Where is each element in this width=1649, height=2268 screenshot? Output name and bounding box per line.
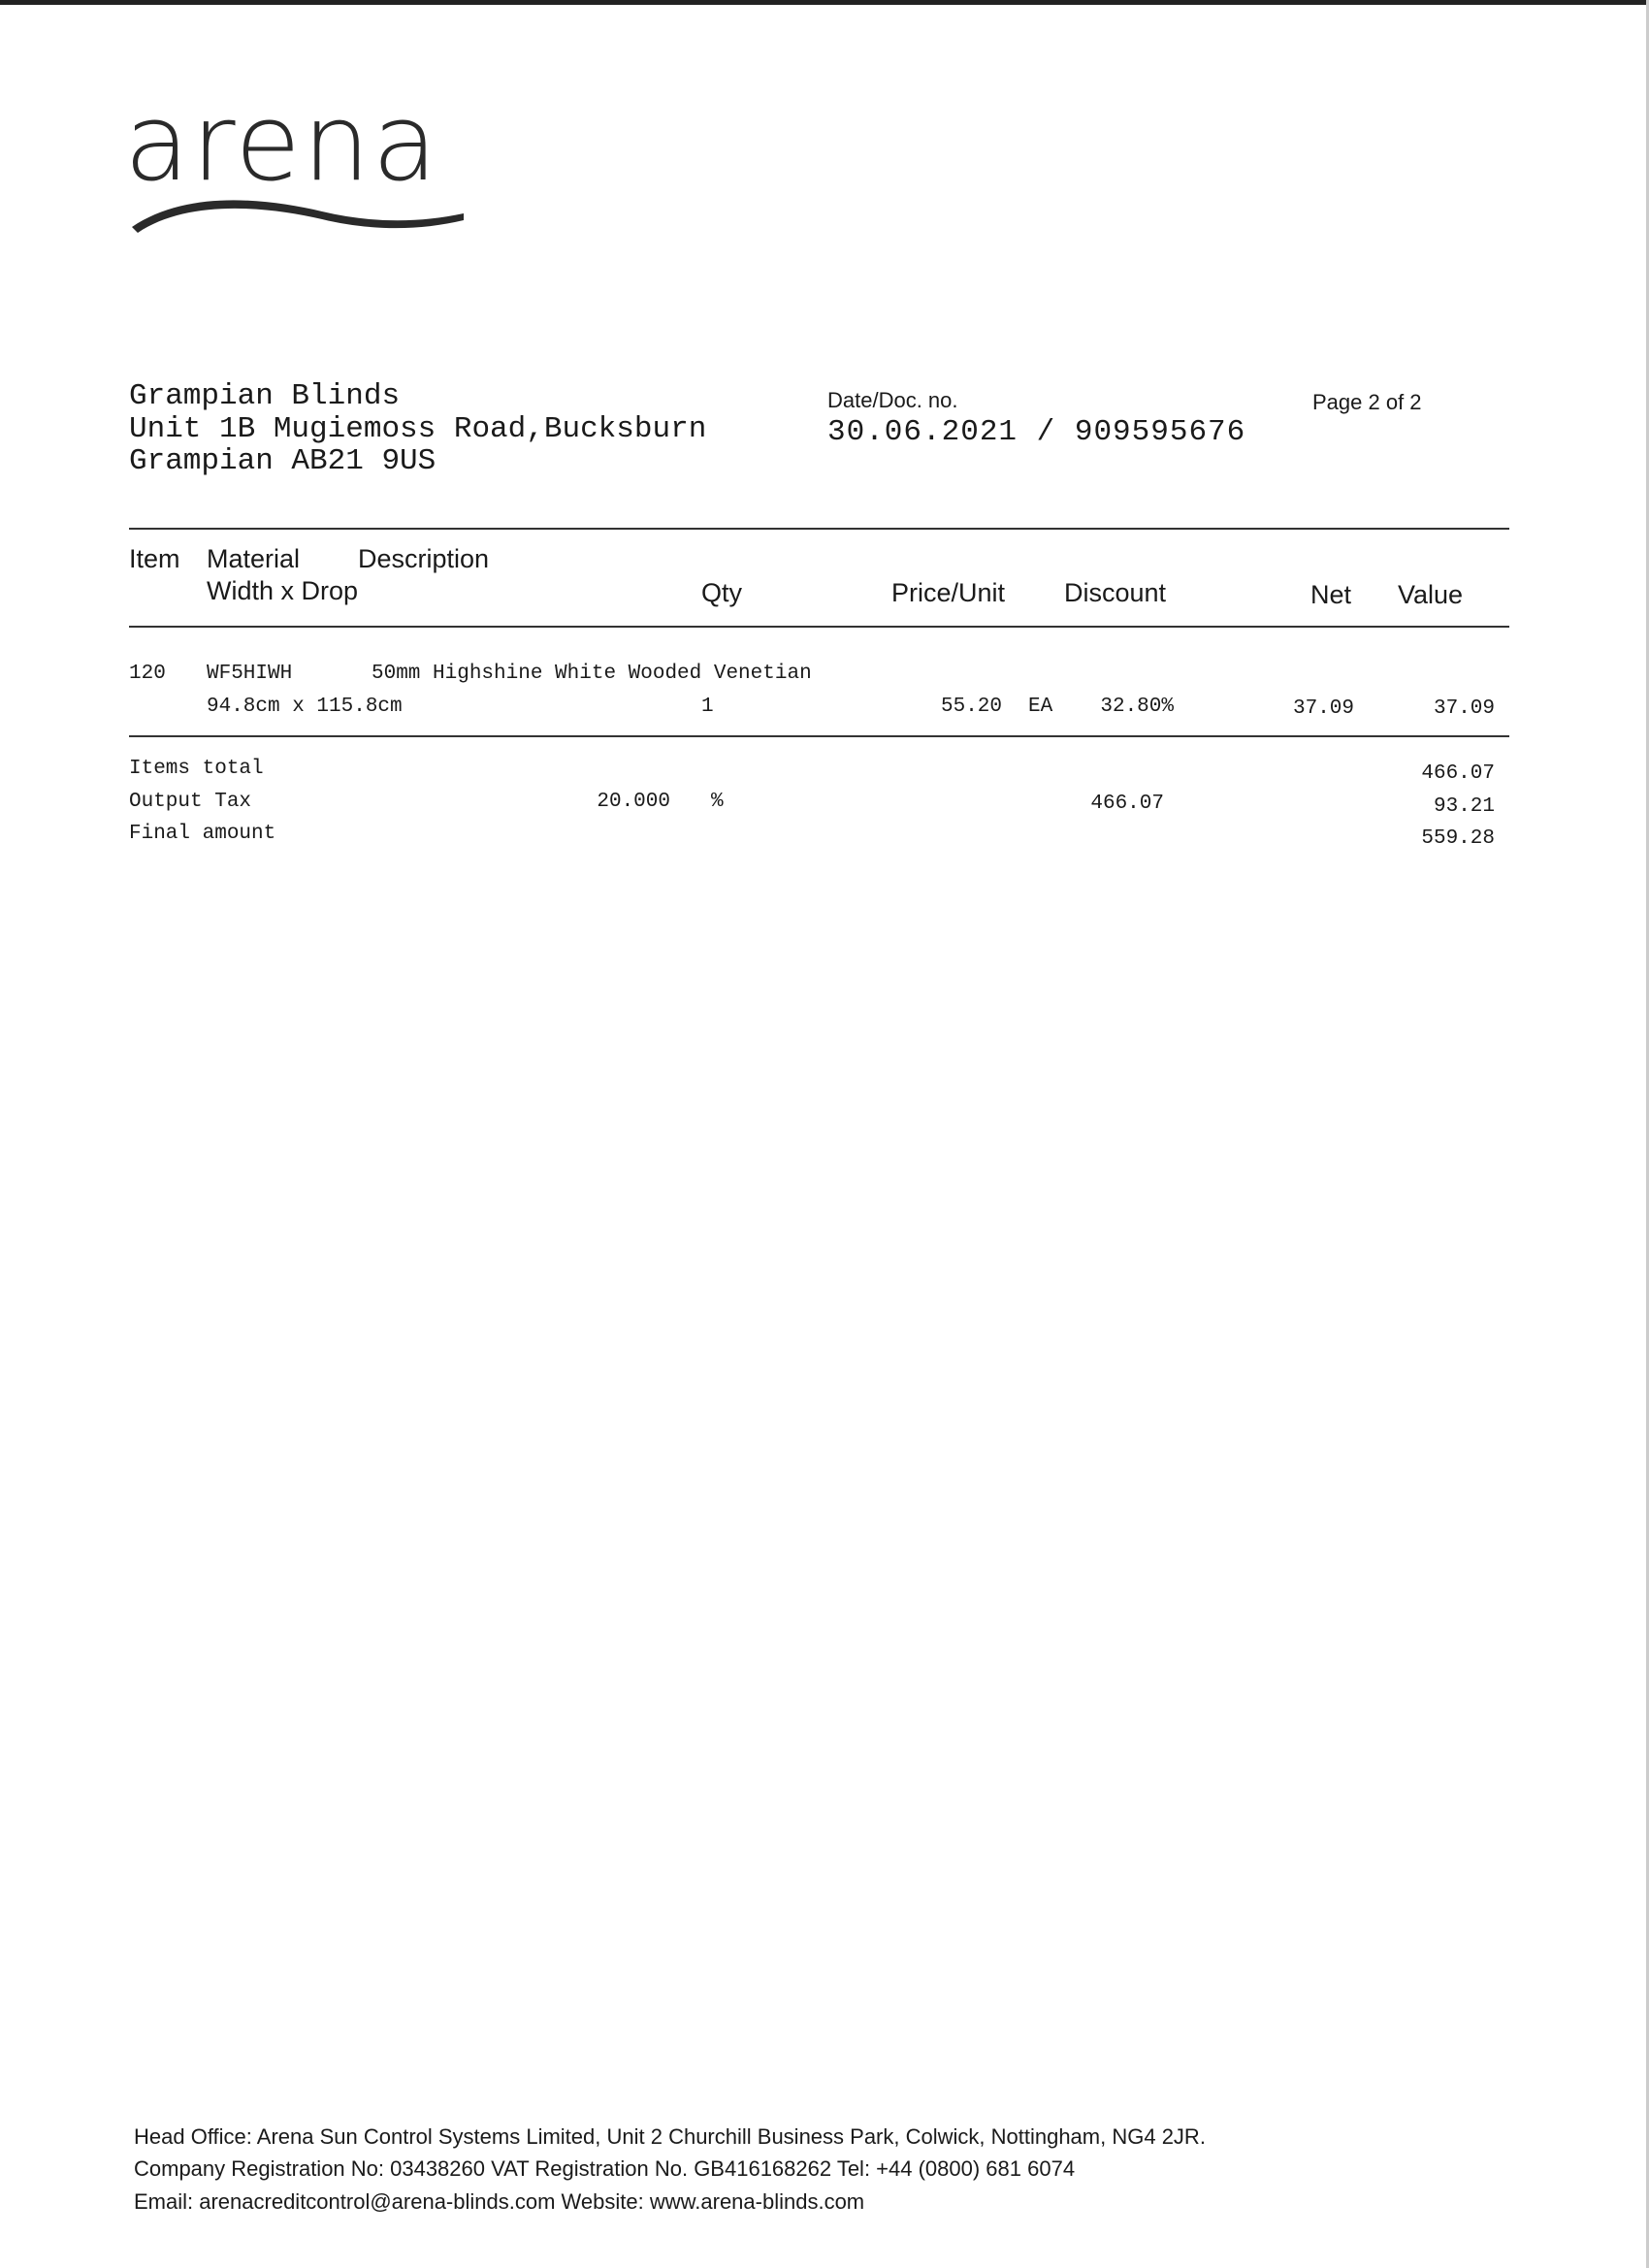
row-description: 50mm Highshine White Wooded Venetian [372, 663, 812, 685]
logo-wordmark: arena [124, 81, 440, 205]
output-tax-label: Output Tax [129, 791, 252, 813]
header-top-rule [129, 528, 1509, 530]
col-discount: Discount [1064, 578, 1167, 607]
col-item: Item [129, 544, 180, 573]
col-price-unit: Price/Unit [891, 578, 1006, 607]
final-amount-label: Final amount [129, 823, 276, 845]
tax-percent-sign: % [711, 791, 724, 813]
header-bottom-rule [129, 626, 1509, 628]
col-value: Value [1398, 580, 1464, 609]
col-width-drop: Width x Drop [207, 576, 359, 605]
row-item: 120 [129, 663, 166, 685]
date-doc-value: 30.06.2021 / 909595676 [827, 415, 1246, 449]
footer-contact: Email: arenacreditcontrol@arena-blinds.com Website: www.arena-blinds.com [134, 2189, 865, 2214]
row-value: 37.09 [1433, 697, 1495, 720]
tax-rate: 20.000 [597, 791, 670, 813]
row-qty: 1 [701, 696, 714, 718]
row-material: WF5HIWH [207, 663, 293, 685]
col-qty: Qty [701, 578, 743, 607]
row-bottom-rule [129, 735, 1509, 737]
items-total-value: 466.07 [1421, 762, 1495, 785]
row-net: 37.09 [1292, 697, 1354, 720]
customer-region: Grampian AB21 9US [129, 444, 436, 478]
date-doc-label: Date/Doc. no. [827, 388, 958, 412]
footer-head-office: Head Office: Arena Sun Control Systems Limited, Unit 2 Churchill Business Park, Colwick, Nottingham, NG4 2JR. [134, 2124, 1206, 2149]
logo-swoosh-icon [128, 194, 468, 233]
row-discount: 32.80% [1100, 696, 1174, 718]
col-net: Net [1310, 580, 1352, 609]
row-unit: EA [1028, 696, 1053, 718]
customer-street: Unit 1B Mugiemoss Road,Bucksburn [129, 412, 707, 446]
customer-name: Grampian Blinds [129, 379, 401, 413]
footer-registration: Company Registration No: 03438260 VAT Registration No. GB416168262 Tel: +44 (0800) 681 6074 [134, 2156, 1076, 2181]
scan-top-edge [0, 0, 1649, 5]
row-price: 55.20 [940, 696, 1002, 718]
tax-value: 93.21 [1433, 795, 1495, 818]
final-amount-value: 559.28 [1421, 827, 1495, 850]
row-width-drop: 94.8cm x 115.8cm [207, 696, 403, 718]
page-number: Page 2 of 2 [1312, 390, 1422, 414]
arena-logo [124, 81, 473, 244]
col-material: Material [207, 544, 301, 573]
tax-base: 466.07 [1090, 793, 1164, 815]
items-total-label: Items total [129, 758, 264, 780]
col-description: Description [358, 544, 490, 573]
